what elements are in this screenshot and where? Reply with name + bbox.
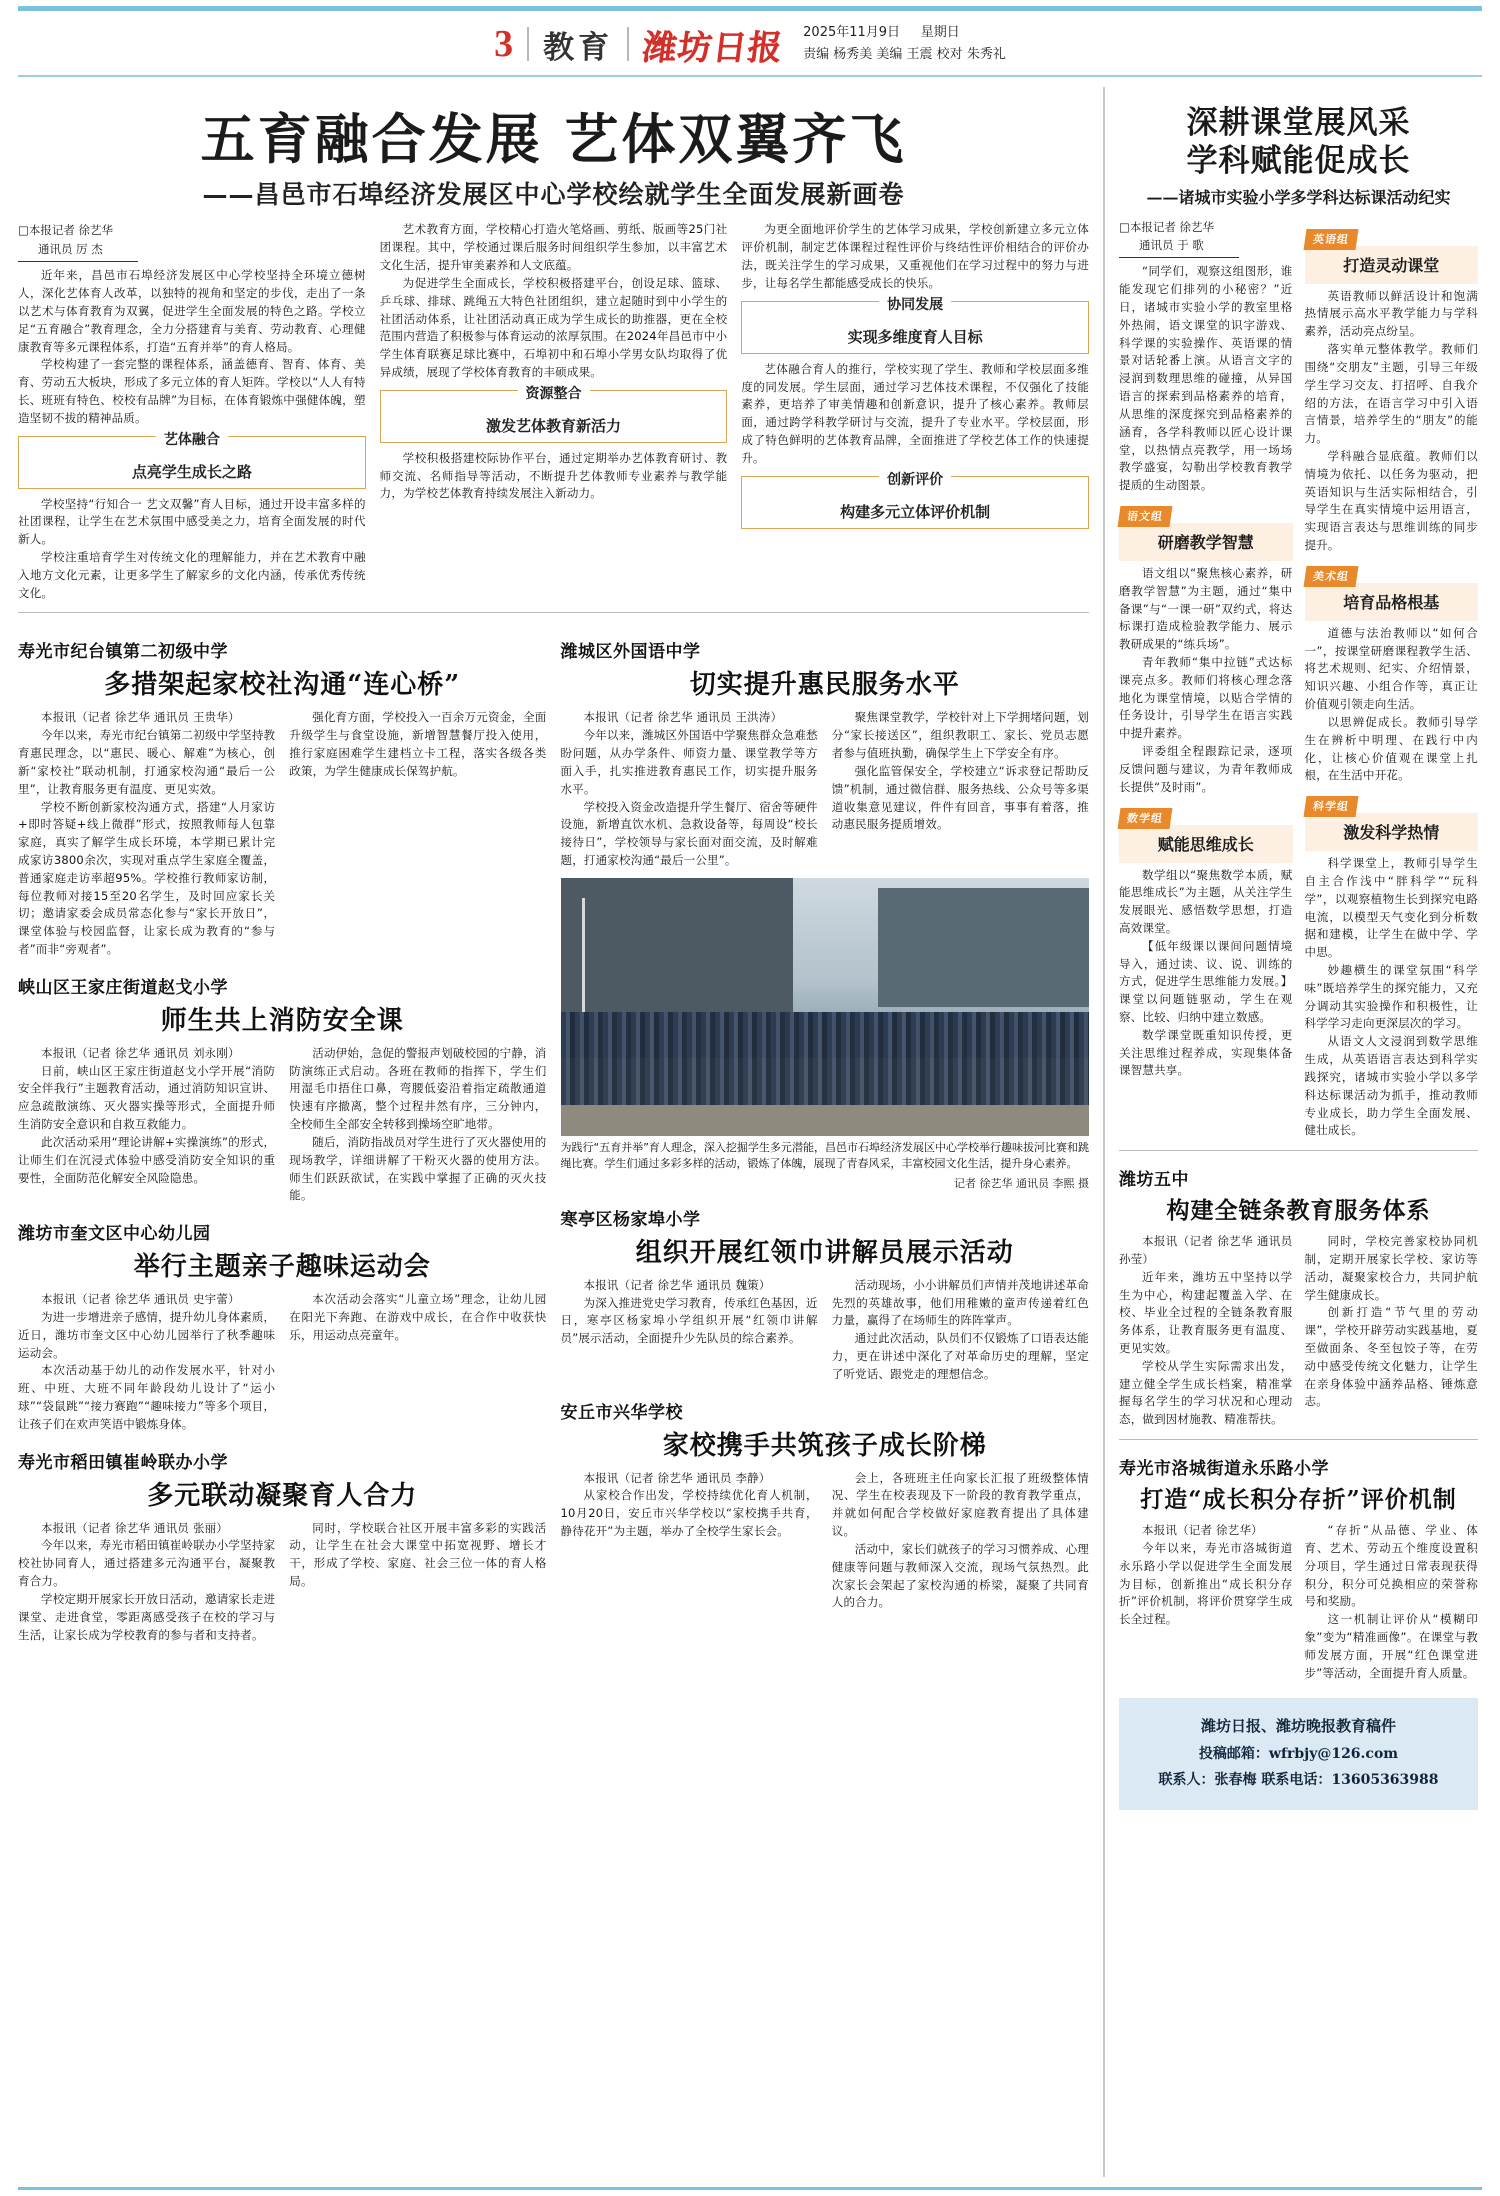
paragraph: 为进一步增进亲子感情，提升幼儿身体素质，近日，潍坊市奎文区中心幼儿园举行了秋季趣味运动会。: [18, 1309, 276, 1360]
paragraph: “同学们，观察这组图形，谁能发现它们排列的小秘密？”近日，诸城市实验小学的教室里格外热闹，语文课堂的识字游戏、科学课的实验操作、英语课的情景对话轮番上演。从语言文字的浸润到数理思维的碰撞，从异国语言的探索到品格素养的培育，从思维的深度探究到品格素养的涵育，各学科教师以匠心设计课堂，以热情点亮教学，用一场场教学盛宴，勾勒出学校教育教学提质的生动图景。: [1119, 264, 1293, 493]
section-kexue: [1305, 795, 1479, 851]
box-label-1-top: 艺体融合: [156, 429, 228, 449]
page-number: 3: [494, 23, 514, 65]
paragraph: 评委组全程跟踪记录，逐项反馈问题与建议，为青年教师成长提供“及时雨”。: [1119, 744, 1293, 794]
article-title: 多措架起家校社沟通“连心桥”: [104, 670, 461, 701]
lead-bottom-rule: [18, 612, 1089, 613]
paragraph: 本次活动会落实“儿童立场”理念，让幼儿园在阳光下奔跑、在游戏中成长，在合作中收获快乐，用运动点亮童年。: [289, 1292, 547, 1342]
paragraph: 本报讯（记者 徐艺华 通讯员 张丽）: [41, 1520, 229, 1535]
box-label-2: [380, 385, 728, 443]
paragraph: 艺体融合育人的推行，学校实现了学生、教师和学校层面多维度的同发展。学生层面，通过学习艺体技术课程，不仅强化了技能素养，更培养了审美情趣和创新意识，提升了核心素养。教师层面，通过跨学科教学研讨与交流，提升了专业水平。学校层面，形成了特色鲜明的艺体教育品牌，全面推进了学校艺体工作的快速提升。: [741, 361, 1090, 465]
right-lead-body: [1119, 263, 1293, 495]
paragraph: 从语文人文浸润到数学思维生成，从英语语言表达到科学实践探究，诸城市实验小学以多学科达标课活动为抓手，推动教师专业成长，助力学生全面发展、健壮成长。: [1304, 1034, 1478, 1138]
paragraph: 数学课堂既重知识传授，更关注思维过程养成，实现集体备课智慧共享。: [1119, 1027, 1293, 1078]
article-school: 寒亭区杨家埠小学: [560, 1209, 701, 1230]
article-col-1: [18, 1291, 275, 1434]
lead-body-3: [741, 221, 1089, 292]
paragraph: 近年来，昌邑市石埠经济发展区中心学校坚持全环境立德树人，深化艺体育人改革，以独特的视角和坚定的步伐，走出了一条以艺术与体育教育为双翼，促进学生全面发展的特色之路。学校立足“五育融合”教育理念，全力分搭建育与美育、劳动教育、心理健康教育等多元课程体系，打造“五育并举”的育人格局。: [18, 268, 366, 354]
contact-line-1: 潍坊日报、潍坊晚报教育稿件: [1200, 1717, 1396, 1736]
box-label-3-top: 协同发展: [879, 294, 951, 314]
photo-building-right: [878, 888, 1089, 1007]
article-xiashan-zhaoge: [18, 973, 547, 1205]
article-col-2: [832, 1470, 1089, 1613]
photo-building-left: [561, 878, 794, 1012]
box-label-4: [741, 471, 1089, 529]
masthead: [18, 11, 1482, 73]
right-byline: [1119, 218, 1293, 255]
article-daotian-cuiling: [18, 1448, 547, 1645]
article-cols: [1119, 1522, 1478, 1682]
article-cols: [561, 1277, 1090, 1384]
article-school: 潍城区外国语中学: [560, 642, 701, 663]
article-title: 家校携手共筑孩子成长阶梯: [662, 1430, 987, 1461]
paragraph: 同时，学校完善家校协同机制，定期开展家长学校、家访等活动，凝聚家校合力，共同护航学生健康成长。: [1304, 1234, 1478, 1302]
paper-logo: 潍坊日报: [640, 27, 786, 68]
masthead-meta: [803, 22, 1006, 66]
section-title-bar: [1305, 813, 1479, 851]
section-yuwen: [1119, 505, 1293, 561]
article-weifang-no5: [1119, 1165, 1478, 1429]
paragraph: 数学组以“聚焦数学本质，赋能思维成长”为主题，从关注学生发展眼光、感悟数学思想，打造高效课堂。: [1119, 867, 1293, 935]
section-title: 打造灵动课堂: [1343, 255, 1440, 275]
article-cols: [561, 1470, 1090, 1613]
article-title: 多元联动凝聚育人合力: [147, 1480, 418, 1511]
section-kexue-body: [1305, 855, 1479, 1140]
page-content: [18, 87, 1482, 2177]
paragraph: 聚焦课堂教学，学校针对上下学拥堵问题，划分“家长接送区”，组织教职工、家长、党员志愿者参与值班执勤，确保学生上下学安全有序。: [831, 710, 1089, 761]
section-yuwen-body: [1119, 565, 1293, 797]
paragraph: 本报讯（记者 徐艺华 通讯员 孙莹）: [1119, 1234, 1293, 1266]
photo-credit: 记者 徐艺华 通讯员 李熙 摄: [954, 1176, 1089, 1190]
paragraph: 学科融合显底蕴。教师们以情境为依托、以任务为驱动，把英语知识与生活实际相结合，引导学生在真实情境中运用语言，实现语言表达与思维训练的同步提升。: [1304, 448, 1478, 552]
paragraph: 创新打造“节气里的劳动课”，学校开辟劳动实践基地，夏至做面条、冬至包饺子等，在劳动中感受传统文化魅力，让学生在亲身体验中涵养品格、锤炼意志。: [1304, 1305, 1478, 1409]
masthead-bottom-rule: [18, 75, 1482, 77]
article-weicheng-foreign: [561, 637, 1090, 869]
article-title: 组织开展红领巾讲解员展示活动: [635, 1237, 1014, 1268]
paragraph: 为促进学生全面成长，学校积极搭建平台，创设足球、篮球、乒乓球、排球、跳绳五大特色社团组织，建立起随时到中小学生的社团活动体系，让社团活动真正成为学生成长的助推器，更在全校范围内营造了积极参与体育运动的浓厚氛围。在2024年昌邑市中小学生体育联赛足球比赛中，石埠初中和石埠小学男女队均取得了优异成绩，展现了学校体育教育的丰硕成果。: [379, 275, 728, 379]
paragraph: 为更全面地评价学生的艺体学习成果，学校创新建立多元立体评价机制，制定艺体课程过程性评价与终结性评价相结合的评价办法，既关注学生的学习成果，又重视他们在学习过程中的努力与进步，让每名学生都能感受成长的快乐。: [741, 222, 1090, 290]
right-headline: [1119, 105, 1478, 181]
editor-credits: 责编 杨秀美 美编 王震 校对 朱秀礼: [803, 47, 1006, 62]
paragraph: 【低年级课以课间问题情境导入，通过读、议、说、训练的方式，促进学生思维能力发展。】课堂以问题链驱动，学生在观察、比较、归纳中建立数感。: [1119, 938, 1293, 1025]
paragraph: 同时，学校联合社区开展丰富多彩的实践活动，让学生在社会大课堂中拓宽视野、增长才干，形成了学校、家庭、社会三位一体的育人格局。: [289, 1520, 547, 1589]
article-cols: [561, 709, 1090, 869]
article-col-1: [18, 1520, 275, 1645]
byline-rule: [18, 261, 138, 262]
paragraph: 本报讯（记者 徐艺华）: [1142, 1523, 1263, 1538]
right-headline-line1: 深耕课堂展风采: [1186, 105, 1411, 141]
paragraph: 学校从学生实际需求出发，建立健全学生成长档案，精准掌握每名学生的学习状况和心理动态，做到因材施教、精准帮扶。: [1119, 1358, 1293, 1427]
section-yingyu-body: [1305, 288, 1479, 555]
article-col-1: [561, 709, 818, 869]
section-title: 赋能思维成长: [1157, 834, 1254, 854]
box-label-1-bottom: 点亮学生成长之路: [131, 462, 252, 481]
section-tag: 英语组: [1303, 229, 1358, 250]
paragraph: 学校积极搭建校际协作平台，通过定期举办艺体教育研讨、教师交流、名师指导等活动，不断提升艺体教师专业素养与教学能力，为学校艺体教育持续发展注入新动力。: [379, 450, 728, 501]
article-col-2: [289, 1045, 546, 1205]
article-school: 潍坊市奎文区中心幼儿园: [18, 1224, 211, 1245]
article-school: 峡山区王家庄街道赵戈小学: [18, 977, 228, 998]
lead-byline-correspondent: 通讯员 厉 杰: [38, 241, 103, 256]
lead-body-2b: [380, 450, 728, 503]
section-meishu-body: [1305, 625, 1479, 785]
section-tag: 数学组: [1118, 808, 1173, 829]
article-cols: [1119, 1233, 1478, 1429]
lead-subheadline: ——昌邑市石埠经济发展区中心学校绘就学生全面发展新画卷: [202, 180, 905, 210]
submission-contact-box: [1119, 1698, 1478, 1810]
lead-body-1b: [18, 496, 366, 603]
lead-byline: [18, 221, 366, 258]
paragraph: 本报讯（记者 徐艺华 通讯员 王洪涛）: [583, 710, 783, 725]
lead-headline: 五育融合发展 艺体双翼齐飞: [200, 107, 907, 171]
article-cols: [18, 709, 547, 958]
left-zone: [18, 87, 1103, 2177]
article-cols: [18, 1291, 547, 1434]
paragraph: 学校构建了一套完整的课程体系，涵盖德育、智育、体育、美育、劳动五大板块，形成了多元立体的育人矩阵。学校以“人人有特长、班班有特色、校校有品牌”为目标，在体育锻炼中强健体魄，塑造坚韧不拔的精神品质。: [18, 357, 366, 425]
paragraph: 学校不断创新家校沟通方式，搭建“人月家访+即时答疑+线上微群”形式，按照教师每人包靠家庭，真实了解学生成长环境，本学期已累计完成家访3800余次，实现对重点学生家庭全覆盖，普通家庭走访率超95%。学校推行教师家访制，每位教师对接15至20名学生，及时回应家长关切；邀请家委会成员常态化参与“家长开放日”，课堂体验与校园监督，让家长成为教育的“参与者”而非“旁观者”。: [18, 799, 276, 956]
article-col-1: [1119, 1233, 1293, 1429]
paragraph: 科学课堂上，教师引导学生自主合作浅中“胖科学”“玩科学”，以观察植物生长到探究电路电流，以模型天气变化到分析数据和建模，让学生在做中学、学中思。: [1304, 856, 1478, 960]
secondary-left: [18, 623, 547, 1644]
paragraph: 艺术教育方面，学校精心打造火笔烙画、剪纸、版画等25门社团课程。其中，学校通过课后服务时间组织学生参加，以丰富艺术文化生活，提升审美素养和人文底蕴。: [379, 222, 728, 273]
publish-date: 2025年11月9日: [803, 24, 901, 40]
paragraph: 近年来，潍坊五中坚持以学生为中心，构建起覆盖入学、在校、毕业全过程的全链条教育服务体系，让教育服务更有温度、更见实效。: [1119, 1269, 1293, 1355]
article-col-1: [561, 1470, 818, 1613]
paragraph: 道德与法治教师以“如何合一”，按课堂研磨课程教学生活、将艺术规则、纪实、介绍情景，知识兴趣、小组合作等，真正让价值观引领走向生活。: [1304, 625, 1478, 712]
section-title: 激发科学热情: [1343, 823, 1440, 843]
article-col-2: [1305, 1522, 1479, 1682]
photo-block: [561, 878, 1090, 1191]
paragraph: 本报讯（记者 徐艺华 通讯员 史宇蕾）: [41, 1292, 240, 1307]
paragraph: 本报讯（记者 徐艺华 通讯员 刘永刚）: [41, 1045, 240, 1060]
paragraph: 活动现场，小小讲解员们声情并茂地讲述革命先烈的英雄故事，他们用稚嫩的童声传递着红色力量，赢得了在场师生的阵阵掌声。: [831, 1277, 1089, 1328]
lead-byline-reporter: □本报记者 徐艺华: [18, 223, 114, 238]
section-meishu: [1305, 565, 1479, 621]
article-title: 切实提升惠民服务水平: [689, 670, 960, 701]
paragraph: 本次活动基于幼儿的动作发展水平，针对小班、中班、大班不同年龄段幼儿设计了“运小球”“袋鼠跳”“接力赛跑”“趣味接力”等多个项目，让孩子们在欢声笑语中锻炼身体。: [18, 1363, 276, 1431]
lead-body-2: [380, 221, 728, 381]
article-title: 构建全链条教育服务体系: [1166, 1197, 1431, 1225]
article-col-2: [289, 709, 546, 958]
paragraph: 今年以来，寿光市洛城街道永乐路小学以促进学生全面发展为目标，创新推出“成长积分存折”评价机制，将评价贯穿学生成长全过程。: [1119, 1540, 1293, 1627]
paragraph: 会上，各班班主任向家长汇报了班级整体情况、学生在校表现及下一阶段的教育教学重点，并就如何配合学校做好家庭教育提出了具体建议。: [831, 1470, 1089, 1539]
section-shuxue: [1119, 807, 1293, 863]
box-label-4-bottom: 构建多元立体评价机制: [840, 502, 991, 521]
article-col-1: [561, 1277, 818, 1384]
paragraph: 本报讯（记者 徐艺华 通讯员 魏策）: [583, 1277, 771, 1292]
article-col-1: [1119, 1522, 1293, 1682]
paragraph: 英语教师以鲜活设计和饱满热情展示高水平教学能力与学科素养，活动亮点纷呈。: [1304, 288, 1478, 339]
section-shuxue-body: [1119, 867, 1293, 1081]
article-shouguang-jitai: [18, 637, 547, 958]
right-rule-2: [1119, 1439, 1478, 1440]
article-col-2: [289, 1520, 546, 1645]
paragraph: 学校定期开展家长开放日活动，邀请家长走进课堂、走进食堂，零距离感受孩子在校的学习与生活，让家长成为学校教育的参与者和支持者。: [18, 1591, 276, 1642]
paragraph: 从家校合作出发，学校持续优化育人机制，10月20日，安丘市兴华学校以“家校携手共育，静待花开”为主题，举办了全校学生家长会。: [560, 1488, 818, 1539]
paragraph: 今年以来，寿光市纪台镇第二初级中学坚持教育惠民理念，以“惠民、暖心、解难”为核心，创新“家校社”联动机制，打通家校沟通“最后一公里”，让教育服务更有温度、更见实效。: [18, 728, 276, 796]
section-name: 教育: [543, 29, 614, 65]
paragraph: 本报讯（记者 徐艺华 通讯员 王贵华）: [41, 710, 240, 725]
paragraph: 活动中，家长们就孩子的学习习惯养成、心理健康等问题与教师深入交流，现场气氛热烈。此次家长会架起了家校沟通的桥梁，凝聚了共同育人的合力。: [831, 1541, 1089, 1610]
box-label-2-bottom: 激发艺体教育新活力: [486, 416, 622, 435]
weekday: 星期日: [920, 24, 960, 40]
section-title: 培育品格根基: [1343, 592, 1440, 612]
paragraph: 今年以来，潍城区外国语中学聚焦群众急难愁盼问题，从办学条件、师资力量、课堂教学等方面入手，扎实推进教育惠民工作，切实提升服务水平。: [560, 728, 818, 796]
contact-email[interactable]: 投稿邮箱：wfrbjy@126.com: [1198, 1745, 1399, 1762]
article-kuiwen-kindergarten: [18, 1219, 547, 1434]
school-activity-photo: [561, 878, 1090, 1136]
lead-body-3b: [741, 361, 1089, 468]
paragraph: 妙趣横生的课堂氛围“科学味”既培养学生的探究能力，又充分调动其实验操作和积极性，让科学学习走向更深层次的学习。: [1304, 963, 1478, 1031]
paragraph: 通过此次活动，队员们不仅锻炼了口语表达能力，更在讲述中深化了对革命历史的理解，坚定了听党话、跟党走的理想信念。: [831, 1331, 1089, 1381]
article-school: 安丘市兴华学校: [560, 1402, 683, 1423]
contact-person-phone: 联系人：张春梅 联系电话：13605363988: [1158, 1772, 1439, 1789]
article-hanting-yangjiabu: [561, 1205, 1090, 1384]
box-label-2-top: 资源整合: [518, 383, 590, 403]
article-school: 寿光市稻田镇崔岭联办小学: [18, 1452, 228, 1473]
newspaper-page: [0, 6, 1500, 2196]
right-col-1: [1119, 218, 1293, 1141]
secondary-articles: [18, 623, 1089, 1644]
article-col-2: [832, 1277, 1089, 1384]
paragraph: 本报讯（记者 徐艺华 通讯员 李静）: [583, 1470, 771, 1485]
section-tag: 语文组: [1118, 506, 1173, 527]
section-tag: 美术组: [1303, 566, 1358, 587]
box-label-3-bottom: 实现多维度育人目标: [847, 327, 983, 346]
right-rule-1: [1119, 1150, 1478, 1151]
lead-article: [18, 221, 1089, 602]
paragraph: 今年以来，寿光市稻田镇崔岭联办小学坚持家校社协同育人，通过搭建多元沟通平台，凝聚教育合力。: [18, 1538, 276, 1589]
right-byline-correspondent: 通讯员 于 歌: [1139, 238, 1204, 253]
paragraph: 这一机制让评价从“模糊印象”变为“精准画像”。在课堂与教师发展方面，开展“红色课堂进步”等活动，全面提升育人质量。: [1304, 1612, 1478, 1680]
article-cols: [18, 1520, 547, 1645]
article-title: 打造“成长积分存折”评价机制: [1140, 1486, 1457, 1514]
lead-body-1: [18, 267, 366, 427]
photo-crowd-front: [561, 1012, 1090, 1105]
article-school: 潍坊五中: [1119, 1170, 1189, 1191]
article-col-1: [18, 1045, 275, 1205]
paragraph: 随后，消防指战员对学生进行了灭火器使用的现场教学，详细讲解了干粉灭火器的使用方法。师生们跃跃欲试，在实践中掌握了正确的灭火技能。: [289, 1134, 547, 1203]
lead-col-3: [741, 221, 1089, 602]
paragraph: 学校坚持“行知合一 艺文双馨”育人目标，通过开设丰富多样的社团课程，让学生在艺术氛围中感受美之力，培育全面发展的时代新人。: [18, 496, 366, 547]
paragraph: “存折”从品德、学业、体育、艺术、劳动五个维度设置积分项目，学生通过日常表现获得积分，积分可兑换相应的荣誉称号和奖励。: [1304, 1523, 1478, 1609]
paragraph: 青年教师“集中拉链”式达标课亮点多。教师们将核心理念落地化为课堂情境，以贴合学情的任务设计，引导学生在语言实践中提升素养。: [1119, 655, 1293, 741]
paragraph: 日前，峡山区王家庄街道赵戈小学开展“消防安全伴我行”主题教育活动，通过消防知识宣讲、应急疏散演练、灭火器实操等形式，全面提升师生消防安全意识和自救互救能力。: [18, 1063, 276, 1132]
section-title-bar: [1305, 246, 1479, 284]
right-article: [1119, 218, 1478, 1141]
article-col-2: [832, 709, 1089, 869]
lead-col-2: [380, 221, 728, 602]
section-title-bar: [1119, 825, 1293, 863]
article-title: 举行主题亲子趣味运动会: [133, 1252, 431, 1283]
section-yingyu: [1305, 228, 1479, 284]
article-school: 寿光市洛城街道永乐路小学: [1119, 1459, 1329, 1480]
article-title: 师生共上消防安全课: [160, 1005, 404, 1036]
paragraph: 强化育方面，学校投入一百余万元资金，全面升级学生与食堂设施，新增智慧餐厅投入使用，推行家庭困难学生建档立卡工程，落实各级各类政策，为学生健康成长保驾护航。: [289, 710, 547, 778]
box-label-4-top: 创新评价: [879, 469, 951, 489]
secondary-right: [561, 623, 1090, 1644]
paragraph: 强化监管保安全，学校建立“诉求登记帮助反馈”机制，通过微信群、服务热线、公众号等多渠道收集意见建议，件件有回音，事事有着落，推动惠民服务提质增效。: [831, 763, 1089, 832]
photo-caption: 为践行“五育并举”育人理念，深入挖掘学生多元潜能，昌邑市石埠经济发展区中心学校举行趣味拔河比赛和跳绳比赛。学生们通过多彩多样的活动，锻炼了体魄，展现了青春风采，丰富校园文化生活，提升身心素养。: [560, 1140, 1089, 1171]
section-tag: 科学组: [1303, 796, 1358, 817]
paragraph: 落实单元整体教学。教师们围绕“交朋友”主题，引导三年级学生学习交友、打招呼、自我介绍的方法，在语言学习中引入语言情景，培养学生的“朋友”的能力。: [1304, 342, 1478, 446]
paragraph: 语文组以“聚焦核心素养，研磨教学智慧”为主题，通过“集中备课”与“一课一研”双约式，将达标课打造成检验教学能力、展示教研成果的“练兵场”。: [1119, 565, 1293, 652]
right-subheadline: ——诸城市实验小学多学科达标课活动纪实: [1146, 187, 1451, 207]
article-col-2: [1305, 1233, 1479, 1429]
right-col-2: [1305, 218, 1479, 1141]
article-anqiu-xinghua: [561, 1398, 1090, 1613]
section-title: 研磨教学智慧: [1157, 532, 1254, 552]
section-title-bar: [1119, 523, 1293, 561]
paragraph: 此次活动采用“理论讲解+实操演练”的形式，让师生们在沉浸式体验中感受消防安全知识的重要性，全面防范化解安全风险隐患。: [18, 1134, 276, 1185]
masthead-divider-1: [527, 27, 529, 61]
box-label-3: [741, 296, 1089, 354]
right-zone: [1105, 87, 1478, 2177]
paragraph: 学校注重培育学生对传统文化的理解能力，并在艺术教育中融入地方文化元素，让更多学生了解家乡的文化内涵，传承优秀传统文化。: [18, 550, 366, 600]
paragraph: 以思辨促成长。教师引导学生在辨析中明理、在践行中内化，让核心价值观在课堂上扎根，在生活中开花。: [1304, 714, 1478, 783]
article-yongle-road: [1119, 1454, 1478, 1682]
paragraph: 为深入推进党史学习教育，传承红色基因，近日，寒亭区杨家埠小学组织开展“红领巾讲解员”展示活动，全面提升少先队员的综合素养。: [560, 1295, 818, 1346]
article-school: 寿光市纪台镇第二初级中学: [18, 642, 228, 663]
photo-flagpole: [582, 898, 585, 1012]
article-col-2: [289, 1291, 546, 1434]
lead-col-1: [18, 221, 366, 602]
byline-rule: [1119, 257, 1239, 258]
masthead-divider-2: [627, 27, 629, 61]
right-headline-line2: 学科赋能促成长: [1186, 142, 1411, 179]
article-cols: [18, 1045, 547, 1205]
article-col-1: [18, 709, 275, 958]
box-label-1: [18, 431, 366, 489]
right-byline-reporter: □本报记者 徐艺华: [1119, 219, 1215, 234]
section-title-bar: [1305, 583, 1479, 621]
paragraph: 学校投入资金改造提升学生餐厅、宿舍等硬件设施，新增直饮水机、急救设备等，每周设“校长接待日”，学校领导与家长面对面交流，及时解难题，打通家校沟通“最后一公里”。: [560, 799, 818, 867]
paragraph: 活动伊始，急促的警报声划破校园的宁静，消防演练正式启动。各班在教师的指挥下，学生们用湿毛巾捂住口鼻，弯腰低姿沿着指定疏散通道快速有序撤离，整个过程井然有序，三分钟内，全校师生全部安全转移到操场空旷地带。: [289, 1045, 547, 1132]
